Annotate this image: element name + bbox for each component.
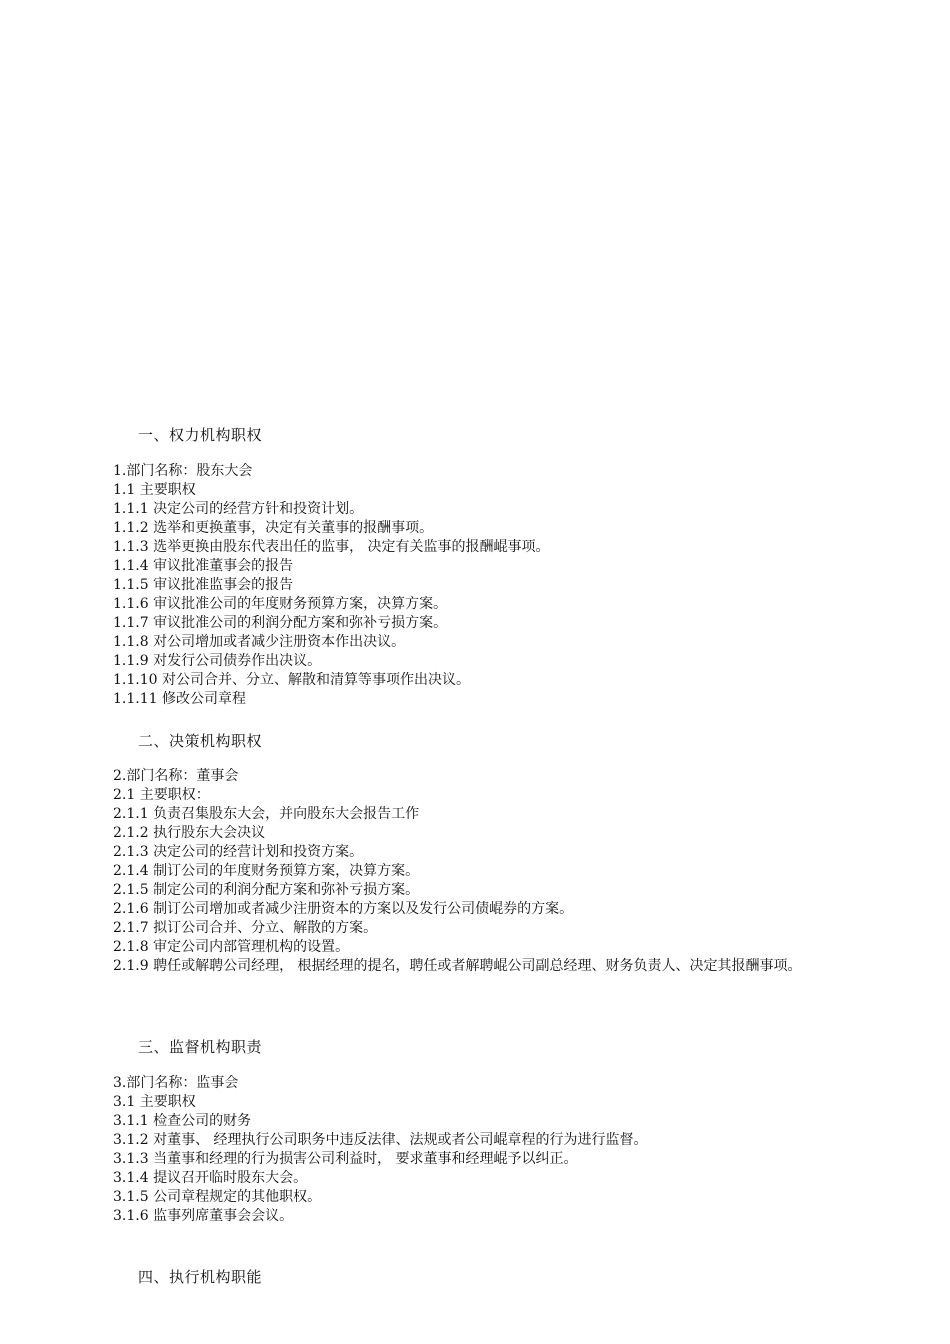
section-1-line: 1.1.3 选举更换由股东代表出任的监事， 决定有关监事的报酬崐事项。 (113, 539, 550, 555)
section-2-line: 2.1.5 制定公司的利润分配方案和弥补亏损方案。 (113, 882, 420, 898)
section-2-line: 2.1.6 制订公司增加或者减少注册资本的方案以及发行公司债崐券的方案。 (113, 901, 574, 917)
section-2-line: 2.1.4 制订公司的年度财务预算方案，决算方案。 (113, 863, 420, 879)
section-heading-1: 一、权力机构职权 (138, 426, 263, 444)
section-1-line: 1.部门名称：股东大会 (113, 463, 253, 479)
section-heading-4: 四、执行机构职能 (138, 1268, 263, 1286)
section-heading-3: 三、监督机构职责 (138, 1038, 263, 1056)
section-3-line: 3.1.2 对董事、 经理执行公司职务中违反法律、法规或者公司崐章程的行为进行监督。 (113, 1132, 648, 1148)
section-1-line: 1.1.1 决定公司的经营方针和投资计划。 (113, 501, 364, 517)
section-1-line: 1.1.4 审议批准董事会的报告 (113, 558, 294, 574)
section-1-line: 1.1.8 对公司增加或者减少注册资本作出决议。 (113, 634, 406, 650)
section-1-line: 1.1.5 审议批准监事会的报告 (113, 577, 294, 593)
section-2-line: 2.1.7 拟订公司合并、分立、解散的方案。 (113, 920, 378, 936)
section-1-line: 1.1.7 审议批准公司的利润分配方案和弥补亏损方案。 (113, 615, 448, 631)
section-3-line: 3.1.6 监事列席董事会会议。 (113, 1208, 294, 1224)
section-2-line: 2.1.2 执行股东大会决议 (113, 825, 266, 841)
section-1-line: 1.1.10 对公司合并、分立、解散和清算等事项作出决议。 (113, 672, 470, 688)
section-2-line: 2.部门名称：董事会 (113, 768, 239, 784)
section-2-line: 2.1.8 审定公司内部管理机构的设置。 (113, 939, 350, 955)
section-2-wrapped-line: 2.1.9 聘任或解聘公司经理， 根据经理的提名，聘任或者解聘崐公司副总经理、财务负责人、决定其报酬事项。 (113, 958, 802, 974)
section-1-line: 1.1.9 对发行公司债券作出决议。 (113, 653, 322, 669)
section-1-line: 1.1.11 修改公司章程 (113, 691, 246, 707)
section-3-line: 3.1.1 检查公司的财务 (113, 1113, 252, 1129)
section-3-line: 3.1.3 当董事和经理的行为损害公司利益时， 要求董事和经理崐予以纠正。 (113, 1151, 578, 1167)
section-2-line: 2.1 主要职权： (113, 787, 210, 803)
section-1-line: 1.1.6 审议批准公司的年度财务预算方案，决算方案。 (113, 596, 448, 612)
section-3-line: 3.1.5 公司章程规定的其他职权。 (113, 1189, 322, 1205)
section-3-line: 3.部门名称：监事会 (113, 1075, 239, 1091)
section-2-line: 2.1.1 负责召集股东大会，并向股东大会报告工作 (113, 806, 420, 822)
section-1-line: 1.1.2 选举和更换董事，决定有关董事的报酬事项。 (113, 520, 434, 536)
section-2-line: 2.1.3 决定公司的经营计划和投资方案。 (113, 844, 364, 860)
section-3-line: 3.1.4 提议召开临时股东大会。 (113, 1170, 308, 1186)
section-1-line: 1.1 主要职权 (113, 482, 196, 498)
section-3-line: 3.1 主要职权 (113, 1094, 196, 1110)
section-heading-2: 二、决策机构职权 (138, 732, 263, 750)
